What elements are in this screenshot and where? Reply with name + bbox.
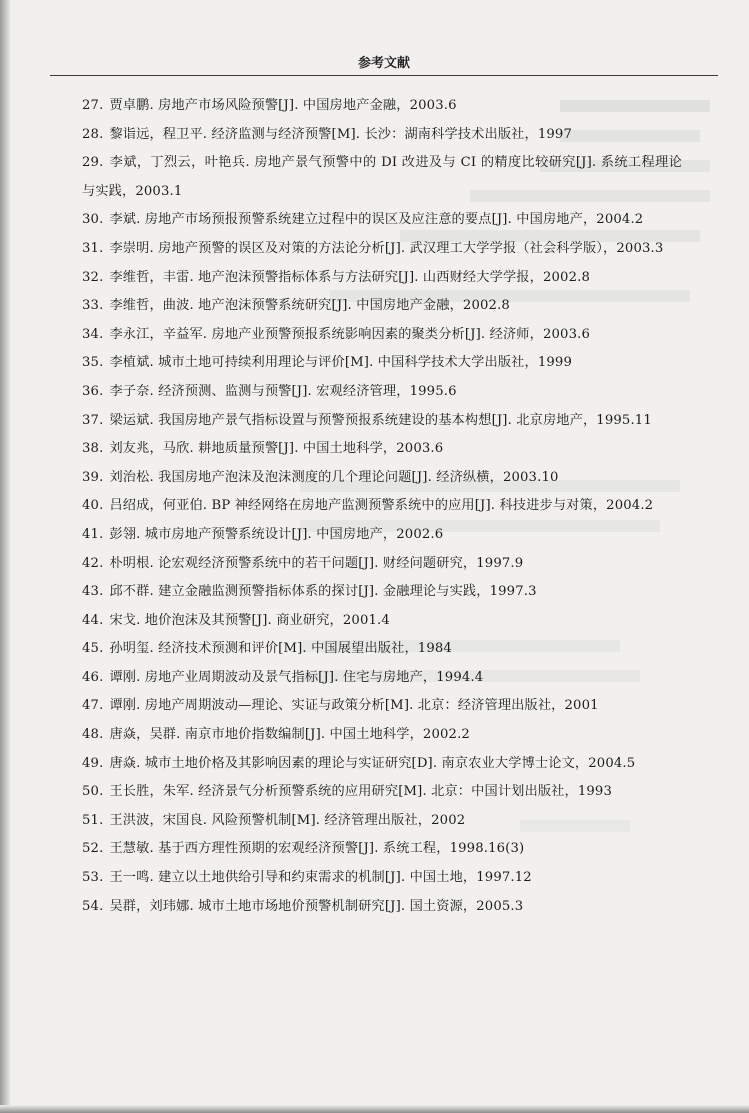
reference-number: 43. — [82, 584, 104, 600]
header-rule — [50, 75, 718, 76]
scan-shadow-bottom — [0, 1105, 749, 1113]
reference-text: 李斌. 房地产市场预报预警系统建立过程中的误区及应注意的要点[J]. 中国房地产，2004.2 — [109, 212, 644, 228]
reference-text: 李崇明. 房地产预警的误区及对策的方法论分析[J]. 武汉理工大学学报（社会科学版），2003.3 — [109, 240, 664, 256]
reference-text: 谭刚. 房地产周期波动—理论、实证与政策分析[M]. 北京：经济管理出版社，2001 — [109, 698, 599, 714]
reference-item — [82, 721, 682, 750]
reference-item — [82, 435, 682, 464]
reference-item — [82, 550, 682, 579]
reference-item — [82, 692, 682, 721]
reference-number: 40. — [82, 498, 104, 514]
reference-item — [82, 121, 682, 150]
reference-number: 36. — [82, 383, 104, 399]
reference-number: 52. — [82, 841, 104, 857]
reference-number: 30. — [82, 212, 104, 228]
reference-number: 31. — [82, 240, 104, 256]
reference-number: 32. — [82, 269, 104, 285]
reference-number: 37. — [82, 412, 104, 428]
reference-text: 唐焱. 城市土地价格及其影响因素的理论与实证研究[D]. 南京农业大学博士论文，2004.5 — [109, 755, 636, 771]
reference-item — [82, 264, 682, 293]
reference-number: 28. — [82, 126, 104, 142]
reference-text: 李子奈. 经济预测、监测与预警[J]. 宏观经济管理，1995.6 — [109, 383, 457, 399]
reference-text: 朴明根. 论宏观经济预警系统中的若干问题[J]. 财经问题研究，1997.9 — [109, 555, 524, 571]
reference-list — [82, 92, 682, 921]
reference-number: 45. — [82, 641, 104, 657]
reference-item — [82, 92, 682, 121]
reference-text: 王洪波，宋国良. 风险预警机制[M]. 经济管理出版社，2002 — [109, 812, 466, 828]
reference-text: 刘友兆，马欣. 耕地质量预警[J]. 中国土地科学，2003.6 — [109, 441, 444, 457]
reference-item — [82, 149, 682, 206]
reference-text: 梁运斌. 我国房地产景气指标设置与预警预报系统建设的基本构想[J]. 北京房地产，1995.11 — [109, 412, 652, 428]
reference-text: 唐焱，吴群. 南京市地价指数编制[J]. 中国土地科学，2002.2 — [109, 727, 470, 743]
reference-number: 47. — [82, 698, 104, 714]
page-header — [50, 50, 718, 78]
reference-item — [82, 407, 682, 436]
reference-item — [82, 778, 682, 807]
reference-text: 刘治松. 我国房地产泡沫及泡沫测度的几个理论问题[J]. 经济纵横，2003.10 — [109, 469, 559, 485]
reference-item — [82, 578, 682, 607]
reference-number: 49. — [82, 755, 104, 771]
reference-text: 李维哲，曲波. 地产泡沫预警系统研究[J]. 中国房地产金融，2002.8 — [109, 298, 510, 314]
reference-item — [82, 893, 682, 922]
reference-number: 53. — [82, 870, 104, 886]
reference-number: 46. — [82, 669, 104, 685]
reference-text: 贾卓鹏. 房地产市场风险预警[J]. 中国房地产金融，2003.6 — [109, 98, 457, 113]
reference-item — [82, 835, 682, 864]
reference-number: 35. — [82, 355, 104, 371]
reference-item — [82, 206, 682, 235]
reference-item — [82, 664, 682, 693]
reference-text: 吴群，刘玮娜. 城市土地市场地价预警机制研究[J]. 国土资源，2005.3 — [109, 898, 524, 914]
reference-text: 谭刚. 房地产业周期波动及景气指标[J]. 住宅与房地产，1994.4 — [109, 669, 484, 685]
reference-item — [82, 750, 682, 779]
reference-text: 黎诣远，程卫平. 经济监测与经济预警[M]. 长沙：湖南科学技术出版社，1997 — [109, 126, 572, 142]
reference-number: 41. — [82, 526, 104, 542]
reference-text: 李维哲，丰雷. 地产泡沫预警指标体系与方法研究[J]. 山西财经大学学报，2002.8 — [109, 269, 590, 285]
reference-text: 王长胜，朱军. 经济景气分析预警系统的应用研究[M]. 北京：中国计划出版社，1993 — [109, 784, 613, 800]
reference-text: 李永江，辛益军. 房地产业预警预报系统影响因素的聚类分析[J]. 经济师，2003.6 — [109, 326, 590, 342]
reference-number: 38. — [82, 441, 104, 457]
reference-number: 44. — [82, 612, 104, 628]
scan-shadow-left — [0, 0, 10, 1113]
reference-item — [82, 607, 682, 636]
reference-text: 孙明玺. 经济技术预测和评价[M]. 中国展望出版社，1984 — [109, 641, 452, 657]
reference-item — [82, 235, 682, 264]
page-title: 参考文献 — [357, 56, 410, 71]
reference-number: 48. — [82, 727, 104, 743]
reference-item — [82, 292, 682, 321]
reference-number: 54. — [82, 898, 104, 914]
reference-text: 李斌，丁烈云，叶艳兵. 房地产景气预警中的 DI 改进及与 CI 的精度比较研究[J]. 系统工程理论与实践，2003.1 — [82, 155, 682, 199]
reference-text: 彭翎. 城市房地产预警系统设计[J]. 中国房地产，2002.6 — [109, 526, 444, 542]
reference-item — [82, 349, 682, 378]
reference-number: 51. — [82, 812, 104, 828]
reference-item — [82, 378, 682, 407]
reference-item — [82, 521, 682, 550]
reference-item — [82, 807, 682, 836]
reference-number: 39. — [82, 469, 104, 485]
reference-item — [82, 864, 682, 893]
reference-number: 34. — [82, 326, 104, 342]
reference-text: 吕绍成，何亚伯. BP 神经网络在房地产监测预警系统中的应用[J]. 科技进步与对策，2004.2 — [109, 498, 654, 514]
reference-number: 29. — [82, 155, 104, 171]
reference-number: 33. — [82, 298, 104, 314]
reference-text: 邱不群. 建立金融监测预警指标体系的探讨[J]. 金融理论与实践，1997.3 — [109, 584, 537, 600]
reference-item — [82, 321, 682, 350]
reference-text: 王一鸣. 建立以土地供给引导和约束需求的机制[J]. 中国土地，1997.12 — [109, 870, 532, 886]
reference-number: 27. — [82, 98, 104, 113]
reference-item — [82, 635, 682, 664]
reference-text: 王慧敏. 基于西方理性预期的宏观经济预警[J]. 系统工程，1998.16(3) — [109, 841, 525, 857]
reference-item — [82, 492, 682, 521]
reference-text: 李植斌. 城市土地可持续利用理论与评价[M]. 中国科学技术大学出版社，1999 — [109, 355, 572, 371]
reference-number: 50. — [82, 784, 104, 800]
reference-item — [82, 464, 682, 493]
reference-text: 宋戈. 地价泡沫及其预警[J]. 商业研究，2001.4 — [109, 612, 390, 628]
reference-number: 42. — [82, 555, 104, 571]
